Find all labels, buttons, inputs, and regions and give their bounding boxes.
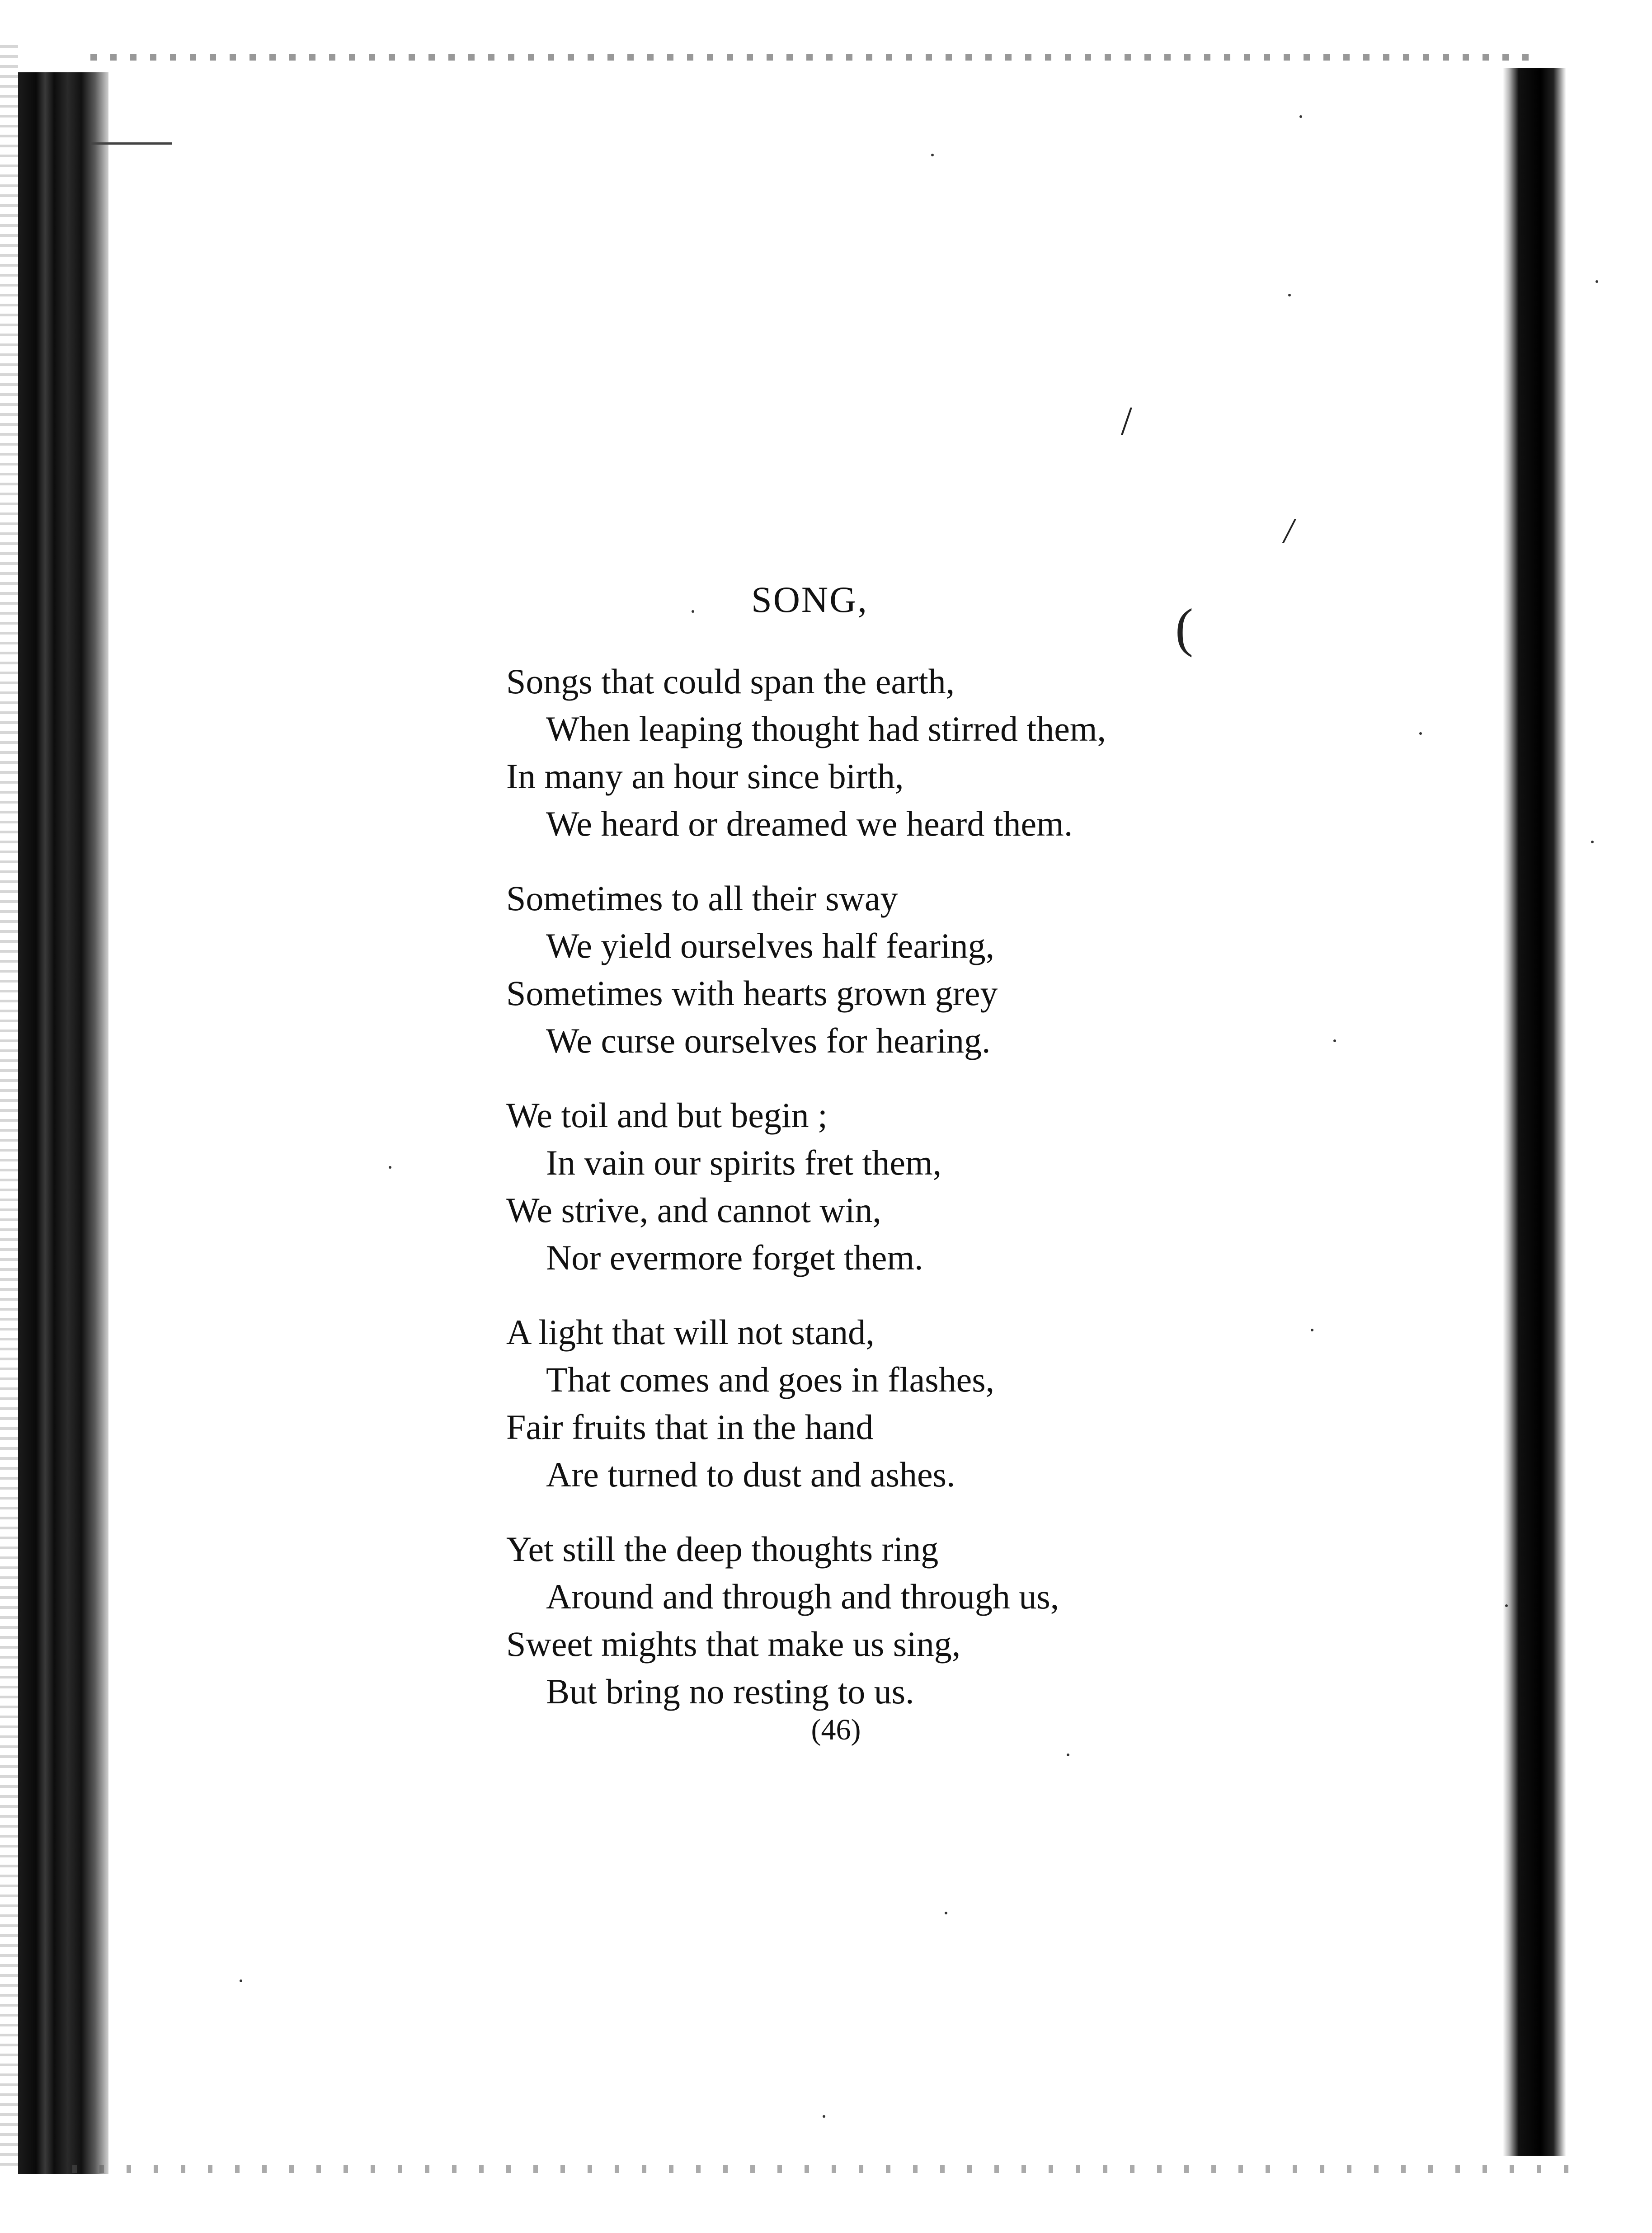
stanza-4 xyxy=(506,1308,1365,1498)
poem-line: Sometimes to all their sway xyxy=(506,879,898,918)
poem-line: In vain our spirits fret them, xyxy=(546,1143,942,1182)
stray-mark: ( xyxy=(1175,597,1193,658)
poem-line: We toil and but begin ; xyxy=(506,1095,828,1135)
scan-speck xyxy=(389,1166,391,1169)
left-edge-noise xyxy=(0,45,18,2169)
margin-rule xyxy=(90,142,172,145)
poem-line: Yet still the deep thoughts ring xyxy=(506,1529,939,1569)
poem-line: When leaping thought had stirred them, xyxy=(546,709,1106,748)
stanza-3 xyxy=(506,1091,1365,1281)
top-page-edge xyxy=(90,54,1537,61)
poem-line: We curse ourselves for hearing. xyxy=(546,1021,991,1060)
scan-speck xyxy=(1288,294,1291,296)
poem-line: Are turned to dust and ashes. xyxy=(546,1455,955,1494)
scan-speck xyxy=(1419,732,1422,735)
scan-speck xyxy=(240,1979,242,1982)
poem-line: Fair fruits that in the hand xyxy=(506,1407,874,1447)
poem-line: We yield ourselves half fearing, xyxy=(546,926,995,965)
poem-line: We heard or dreamed we heard them. xyxy=(546,804,1073,843)
right-book-edge xyxy=(1503,68,1566,2156)
poem-line: Around and through and through us, xyxy=(546,1577,1059,1616)
scan-speck xyxy=(1299,115,1302,118)
poem-line: That comes and goes in flashes, xyxy=(546,1360,995,1399)
poem-title: SONG, xyxy=(751,579,868,620)
poem-line: Songs that could span the earth, xyxy=(506,662,955,701)
poem-line: Sweet mights that make us sing, xyxy=(506,1624,961,1664)
stanza-5 xyxy=(506,1525,1365,1715)
poem-line: Sometimes with hearts grown grey xyxy=(506,973,998,1013)
bottom-page-edge xyxy=(72,2165,1586,2173)
stray-mark: / xyxy=(1121,399,1133,443)
scan-speck xyxy=(823,2115,825,2118)
stray-mark: / xyxy=(1284,511,1294,551)
stanza-2 xyxy=(506,874,1365,1064)
poem-line: Nor evermore forget them. xyxy=(546,1238,923,1277)
scan-speck xyxy=(945,1912,947,1914)
scan-speck xyxy=(1505,1604,1508,1607)
poem-line: A light that will not stand, xyxy=(506,1312,875,1352)
poem-line: But bring no resting to us. xyxy=(546,1672,914,1711)
poem-line: In many an hour since birth, xyxy=(506,757,904,796)
stanza-1 xyxy=(506,658,1365,847)
left-book-edge xyxy=(18,72,108,2174)
poem-line: We strive, and cannot win, xyxy=(506,1190,881,1230)
scan-speck xyxy=(1591,841,1594,843)
scan-speck xyxy=(1067,1753,1069,1756)
page-number: (46) xyxy=(811,1713,861,1746)
scan-speck xyxy=(931,154,934,156)
scan-speck xyxy=(1596,280,1598,283)
